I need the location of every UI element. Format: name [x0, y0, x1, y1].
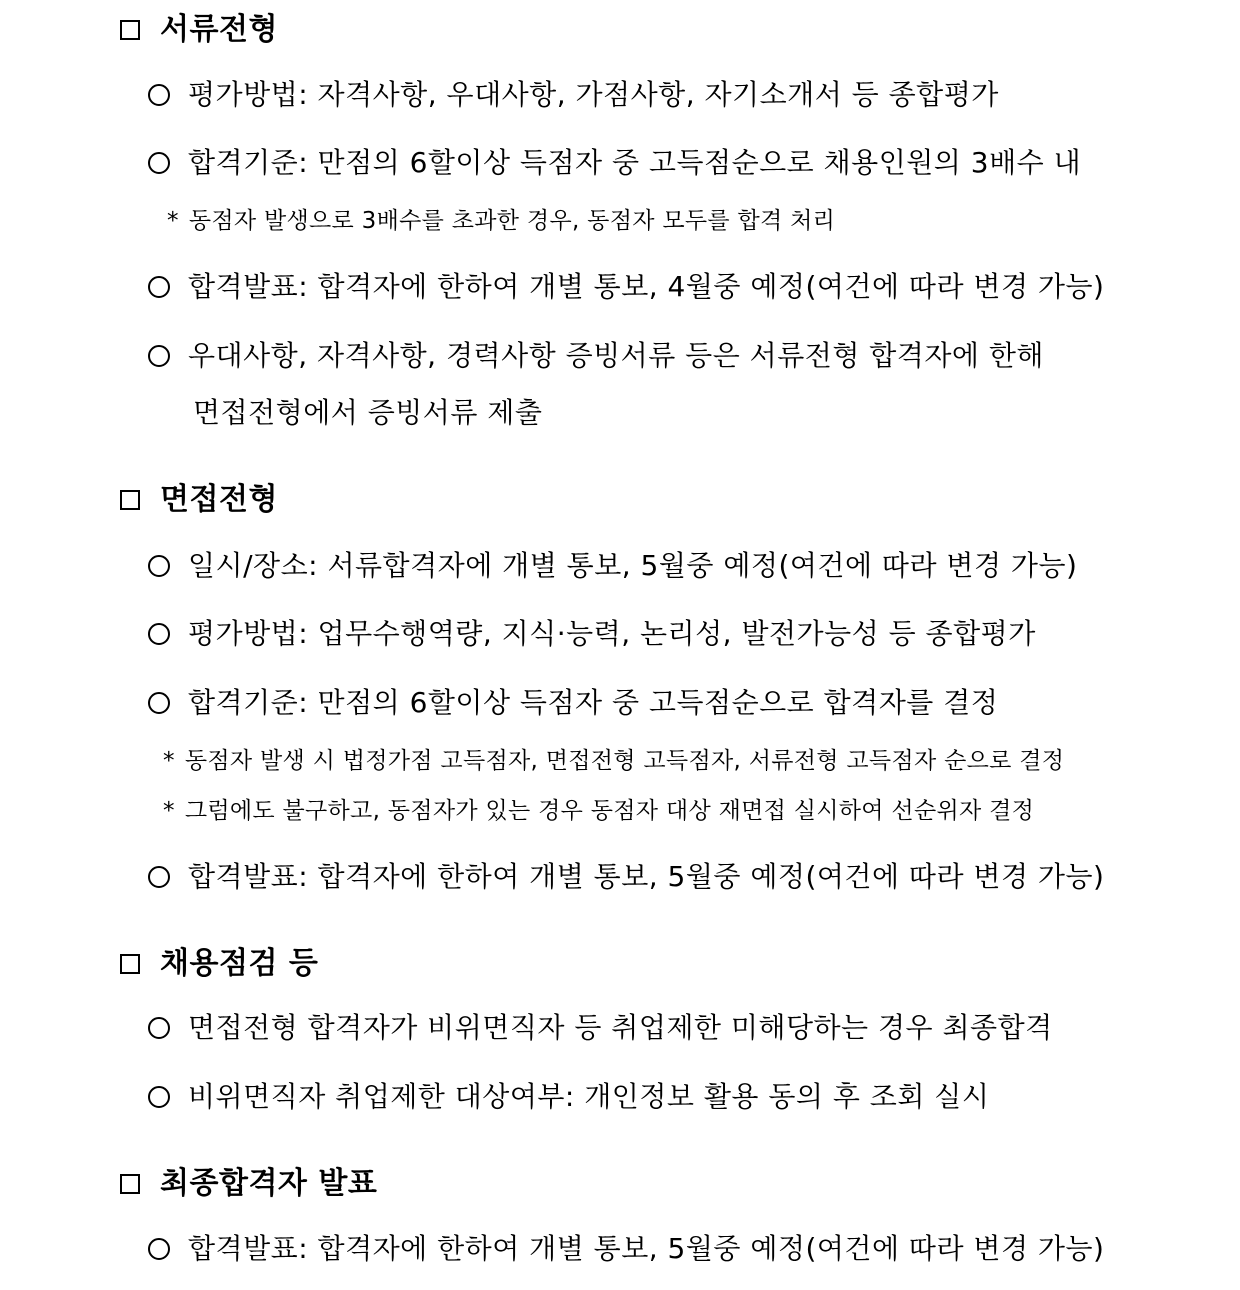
list-item-text: 평가방법: 업무수행역량, 지식·능력, 논리성, 발전가능성 등 종합평가: [188, 617, 1036, 650]
list-item-text: 합격발표: 합격자에 한하여 개별 통보, 5월중 예정(여건에 따라 변경 가능): [188, 1232, 1105, 1265]
list-item: [148, 612, 1036, 652]
list-item-text: 합격발표: 합격자에 한하여 개별 통보, 5월중 예정(여건에 따라 변경 가능): [188, 860, 1105, 893]
circle-bullet-icon: [148, 152, 170, 174]
list-item: [148, 1227, 1104, 1267]
list-item-text: 평가방법: 자격사항, 우대사항, 가점사항, 자기소개서 등 종합평가: [188, 78, 999, 111]
circle-bullet-icon: [148, 276, 170, 298]
section-heading-document-screening: [120, 4, 278, 48]
note-text: 동점자 발생 시 법정가점 고득점자, 면접전형 고득점자, 서류전형 고득점자 순으로 결정: [184, 748, 1065, 774]
asterisk-marker: *: [167, 208, 179, 234]
list-item: [148, 681, 998, 721]
circle-bullet-icon: [148, 623, 170, 645]
list-item-text: 합격기준: 만점의 6할이상 득점자 중 고득점순으로 합격자를 결정: [188, 686, 999, 719]
note-item: [163, 792, 1034, 825]
checkbox-square-icon: [120, 20, 140, 40]
section-heading-text: 서류전형: [160, 12, 278, 47]
list-item: [148, 1075, 989, 1115]
list-item: [148, 1006, 1053, 1046]
list-item-text: 합격기준: 만점의 6할이상 득점자 중 고득점순으로 채용인원의 3배수 내: [188, 146, 1082, 179]
list-item: [148, 855, 1104, 895]
asterisk-marker: *: [163, 748, 175, 774]
circle-bullet-icon: [148, 866, 170, 888]
list-item-text: 우대사항, 자격사항, 경력사항 증빙서류 등은 서류전형 합격자에 한해: [188, 339, 1044, 372]
checkbox-square-icon: [120, 954, 140, 974]
section-heading-text: 채용점검 등: [160, 946, 319, 981]
section-heading-text: 최종합격자 발표: [160, 1166, 378, 1201]
list-item-continuation: 면접전형에서 증빙서류 제출: [193, 396, 543, 429]
list-item-text: 면접전형 합격자가 비위면직자 등 취업제한 미해당하는 경우 최종합격: [188, 1011, 1053, 1044]
list-item-text: 비위면직자 취업제한 대상여부: 개인정보 활용 동의 후 조회 실시: [188, 1080, 990, 1113]
list-item: [148, 334, 1044, 374]
section-heading-text: 면접전형: [160, 482, 278, 517]
list-item-text: 합격발표: 합격자에 한하여 개별 통보, 4월중 예정(여건에 따라 변경 가능): [188, 270, 1105, 303]
list-item: [148, 73, 999, 113]
list-item-text: 일시/장소: 서류합격자에 개별 통보, 5월중 예정(여건에 따라 변경 가능): [188, 549, 1078, 582]
section-heading-hiring-check: [120, 938, 318, 982]
circle-bullet-icon: [148, 1238, 170, 1260]
note-text: 그럼에도 불구하고, 동점자가 있는 경우 동점자 대상 재면접 실시하여 선순위자 결정: [184, 798, 1035, 824]
section-heading-final-announcement: [120, 1158, 377, 1202]
note-text: 동점자 발생으로 3배수를 초과한 경우, 동점자 모두를 합격 처리: [188, 208, 836, 234]
checkbox-square-icon: [120, 490, 140, 510]
asterisk-marker: *: [163, 798, 175, 824]
checkbox-square-icon: [120, 1174, 140, 1194]
list-item: [148, 141, 1081, 181]
note-item: [163, 742, 1064, 775]
circle-bullet-icon: [148, 1017, 170, 1039]
circle-bullet-icon: [148, 692, 170, 714]
note-item: [167, 202, 835, 235]
section-heading-interview: [120, 474, 278, 518]
list-item: [148, 544, 1077, 584]
circle-bullet-icon: [148, 84, 170, 106]
list-item: [148, 265, 1104, 305]
circle-bullet-icon: [148, 1086, 170, 1108]
circle-bullet-icon: [148, 555, 170, 577]
circle-bullet-icon: [148, 345, 170, 367]
